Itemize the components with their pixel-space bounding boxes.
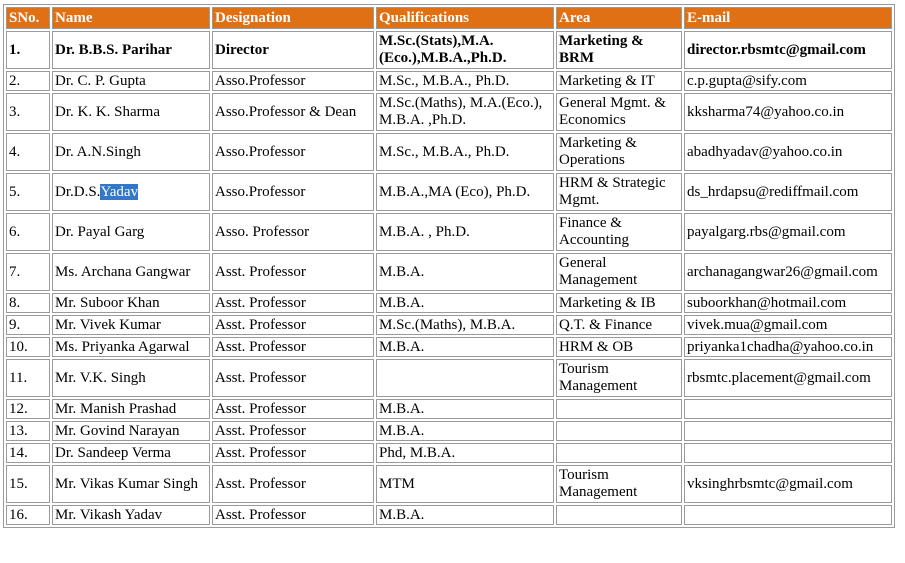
table-row <box>6 359 892 397</box>
cell-area: Tourism Management <box>556 465 682 503</box>
cell-name: Mr. Manish Prashad <box>52 399 210 419</box>
table-row <box>6 293 892 313</box>
cell-qualifications: M.Sc.(Maths), M.B.A. <box>376 315 554 335</box>
cell-area: Marketing & IB <box>556 293 682 313</box>
header-sno: SNo. <box>6 7 50 29</box>
header-area: Area <box>556 7 682 29</box>
cell-name: Dr. Payal Garg <box>52 213 210 251</box>
cell-name: Mr. Vivek Kumar <box>52 315 210 335</box>
cell-sno: 13. <box>6 421 50 441</box>
cell-area: Q.T. & Finance <box>556 315 682 335</box>
cell-email: vksinghrbsmtc@gmail.com <box>684 465 892 503</box>
table-header-row <box>6 7 892 29</box>
cell-email: suboorkhan@hotmail.com <box>684 293 892 313</box>
cell-qualifications: M.Sc.(Stats),M.A. (Eco.),M.B.A.,Ph.D. <box>376 31 554 69</box>
cell-sno: 9. <box>6 315 50 335</box>
cell-designation: Director <box>212 31 374 69</box>
cell-sno: 4. <box>6 133 50 171</box>
cell-sno: 8. <box>6 293 50 313</box>
cell-qualifications: M.B.A. <box>376 337 554 357</box>
cell-email: c.p.gupta@sify.com <box>684 71 892 91</box>
cell-area: Marketing & Operations <box>556 133 682 171</box>
cell-area: Finance & Accounting <box>556 213 682 251</box>
cell-name: Dr. C. P. Gupta <box>52 71 210 91</box>
table-row <box>6 93 892 131</box>
cell-area: Tourism Management <box>556 359 682 397</box>
cell-designation: Asst. Professor <box>212 443 374 463</box>
cell-designation: Asso.Professor <box>212 71 374 91</box>
cell-sno: 12. <box>6 399 50 419</box>
faculty-table-container <box>3 4 895 528</box>
cell-sno: 14. <box>6 443 50 463</box>
cell-qualifications: M.B.A. , Ph.D. <box>376 213 554 251</box>
table-row <box>6 253 892 291</box>
cell-qualifications: M.Sc., M.B.A., Ph.D. <box>376 71 554 91</box>
cell-qualifications: M.B.A. <box>376 293 554 313</box>
cell-email <box>684 443 892 463</box>
cell-sno: 11. <box>6 359 50 397</box>
cell-email <box>684 399 892 419</box>
cell-email: rbsmtc.placement@gmail.com <box>684 359 892 397</box>
table-row <box>6 337 892 357</box>
cell-area: General Management <box>556 253 682 291</box>
cell-designation: Asso. Professor <box>212 213 374 251</box>
cell-sno: 3. <box>6 93 50 131</box>
cell-email: director.rbsmtc@gmail.com <box>684 31 892 69</box>
cell-qualifications <box>376 359 554 397</box>
cell-designation: Asst. Professor <box>212 337 374 357</box>
cell-email: kksharma74@yahoo.co.in <box>684 93 892 131</box>
cell-designation: Asst. Professor <box>212 399 374 419</box>
cell-qualifications: MTM <box>376 465 554 503</box>
cell-email: priyanka1chadha@yahoo.co.in <box>684 337 892 357</box>
cell-email <box>684 421 892 441</box>
cell-designation: Asst. Professor <box>212 315 374 335</box>
cell-designation: Asst. Professor <box>212 421 374 441</box>
cell-name: Ms. Archana Gangwar <box>52 253 210 291</box>
cell-name: Mr. Govind Narayan <box>52 421 210 441</box>
cell-name: Dr.D.S.Yadav <box>52 173 210 211</box>
cell-area <box>556 443 682 463</box>
cell-name: Mr. Suboor Khan <box>52 293 210 313</box>
table-row <box>6 213 892 251</box>
cell-email: ds_hrdapsu@rediffmail.com <box>684 173 892 211</box>
cell-name: Mr. V.K. Singh <box>52 359 210 397</box>
cell-area <box>556 399 682 419</box>
table-row <box>6 133 892 171</box>
header-email: E-mail <box>684 7 892 29</box>
cell-qualifications: M.B.A.,MA (Eco), Ph.D. <box>376 173 554 211</box>
cell-sno: 15. <box>6 465 50 503</box>
cell-area: General Mgmt. & Economics <box>556 93 682 131</box>
cell-sno: 5. <box>6 173 50 211</box>
cell-qualifications: Phd, M.B.A. <box>376 443 554 463</box>
header-name: Name <box>52 7 210 29</box>
cell-sno: 2. <box>6 71 50 91</box>
cell-qualifications: M.B.A. <box>376 421 554 441</box>
cell-sno: 1. <box>6 31 50 69</box>
table-row <box>6 315 892 335</box>
cell-sno: 16. <box>6 505 50 525</box>
cell-qualifications: M.B.A. <box>376 253 554 291</box>
cell-email: payalgarg.rbs@gmail.com <box>684 213 892 251</box>
cell-email: vivek.mua@gmail.com <box>684 315 892 335</box>
table-row <box>6 399 892 419</box>
cell-designation: Asso.Professor & Dean <box>212 93 374 131</box>
table-row <box>6 505 892 525</box>
cell-name: Dr. Sandeep Verma <box>52 443 210 463</box>
cell-area: HRM & OB <box>556 337 682 357</box>
cell-email: archanagangwar26@gmail.com <box>684 253 892 291</box>
cell-designation: Asst. Professor <box>212 293 374 313</box>
cell-area <box>556 421 682 441</box>
cell-designation: Asst. Professor <box>212 505 374 525</box>
cell-designation: Asst. Professor <box>212 465 374 503</box>
header-designation: Designation <box>212 7 374 29</box>
table-row <box>6 443 892 463</box>
cell-email: abadhyadav@yahoo.co.in <box>684 133 892 171</box>
cell-area: Marketing & IT <box>556 71 682 91</box>
cell-name: Mr. Vikash Yadav <box>52 505 210 525</box>
cell-name: Mr. Vikas Kumar Singh <box>52 465 210 503</box>
cell-designation: Asso.Professor <box>212 173 374 211</box>
cell-area: HRM & Strategic Mgmt. <box>556 173 682 211</box>
cell-email <box>684 505 892 525</box>
selected-text[interactable]: Yadav <box>100 183 139 200</box>
cell-sno: 6. <box>6 213 50 251</box>
faculty-table <box>3 4 895 528</box>
cell-name: Dr. B.B.S. Parihar <box>52 31 210 69</box>
cell-sno: 7. <box>6 253 50 291</box>
table-row <box>6 71 892 91</box>
cell-name: Dr. A.N.Singh <box>52 133 210 171</box>
cell-name: Ms. Priyanka Agarwal <box>52 337 210 357</box>
cell-area: Marketing & BRM <box>556 31 682 69</box>
table-row <box>6 31 892 69</box>
cell-qualifications: M.Sc.(Maths), M.A.(Eco.), M.B.A. ,Ph.D. <box>376 93 554 131</box>
table-row <box>6 421 892 441</box>
table-row <box>6 465 892 503</box>
cell-designation: Asst. Professor <box>212 253 374 291</box>
cell-qualifications: M.B.A. <box>376 399 554 419</box>
cell-sno: 10. <box>6 337 50 357</box>
cell-qualifications: M.B.A. <box>376 505 554 525</box>
cell-designation: Asst. Professor <box>212 359 374 397</box>
cell-qualifications: M.Sc., M.B.A., Ph.D. <box>376 133 554 171</box>
cell-designation: Asso.Professor <box>212 133 374 171</box>
table-row <box>6 173 892 211</box>
cell-area <box>556 505 682 525</box>
header-qualifications: Qualifications <box>376 7 554 29</box>
cell-name: Dr. K. K. Sharma <box>52 93 210 131</box>
